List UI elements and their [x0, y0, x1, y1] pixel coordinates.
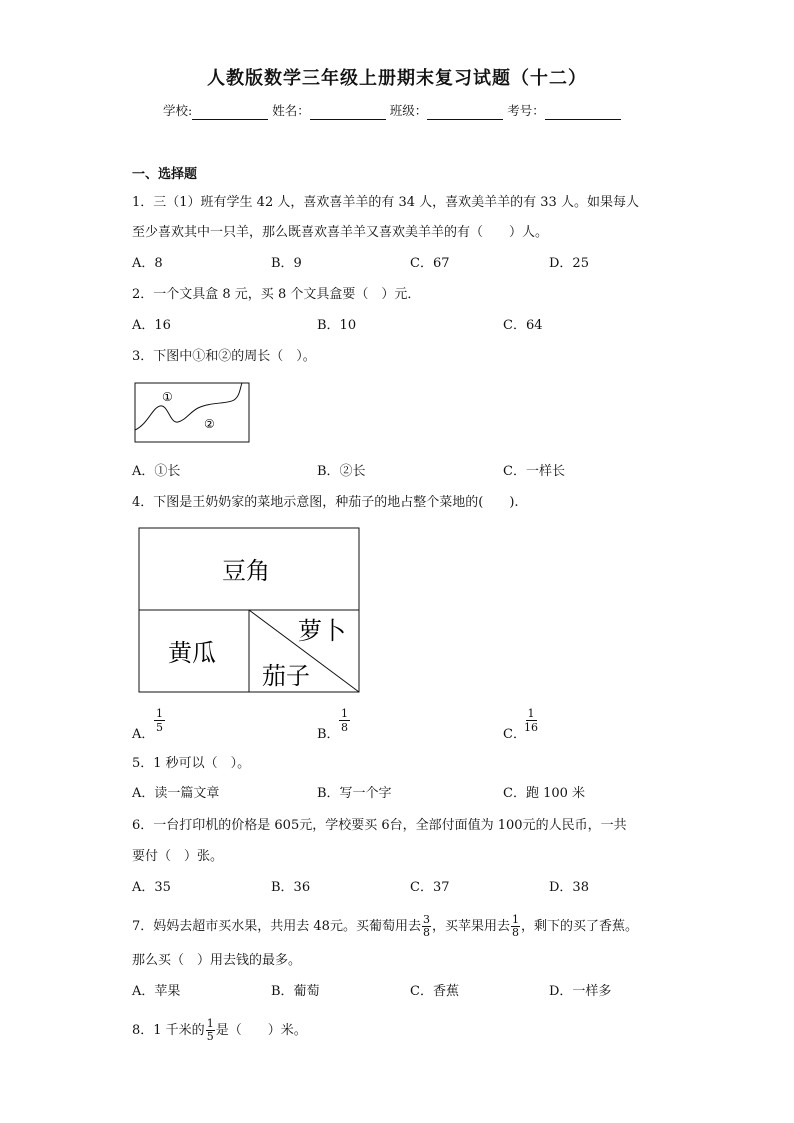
- q7-line1: [132, 914, 638, 939]
- perimeter-figure: [134, 382, 250, 444]
- q5-option-c[interactable]: C．跑 100 米: [503, 786, 586, 801]
- garden-label-cucumber: 黄瓜: [168, 639, 216, 667]
- section-heading: 一、选择题: [132, 167, 198, 182]
- name-label: 姓名：: [272, 103, 310, 118]
- fraction-denominator: 8: [422, 926, 430, 939]
- q4-stem: 4．下图是王奶奶家的菜地示意图，种茄子的地占整个菜地的( ).: [132, 495, 519, 510]
- fraction-denominator: 5: [206, 1030, 214, 1043]
- q7-option-c[interactable]: C．香蕉: [410, 984, 459, 999]
- garden-label-radish: 萝卜: [298, 617, 346, 645]
- q7-option-d[interactable]: D．一样多: [549, 984, 612, 999]
- q1-option-d[interactable]: D．25: [549, 256, 589, 271]
- q1-line1: 1．三（1）班有学生 42 人，喜欢喜羊羊的有 34 人，喜欢美羊羊的有 33 人。如果每人: [132, 195, 639, 210]
- fraction-numerator: 3: [422, 913, 430, 926]
- q3-stem: 3．下图中①和②的周长（ ）。: [132, 349, 316, 364]
- garden-figure: [138, 527, 361, 694]
- figure-label-2: ②: [204, 417, 215, 431]
- q4-option-b-prefix[interactable]: B．: [317, 727, 340, 742]
- q5-option-b[interactable]: B．写一个字: [317, 786, 392, 801]
- q1-option-a[interactable]: A．8: [132, 256, 163, 271]
- q4-option-c-fraction: [524, 707, 538, 734]
- q4-option-c-prefix[interactable]: C．: [503, 727, 526, 742]
- fraction-numerator: 1: [527, 707, 535, 720]
- fraction-numerator: 1: [206, 1017, 214, 1030]
- q2-option-b[interactable]: B．10: [317, 318, 357, 333]
- q7-line2: 那么买（ ）用去钱的最多。: [132, 953, 302, 968]
- q2-option-c[interactable]: C．64: [503, 318, 543, 333]
- q1-option-b[interactable]: B．9: [271, 256, 302, 271]
- q6-option-b[interactable]: B．36: [271, 880, 311, 895]
- page-title: 人教版数学三年级上册期末复习试题（十二）: [207, 68, 587, 89]
- fraction-numerator: 1: [341, 707, 348, 720]
- q8-fraction: [206, 1018, 215, 1043]
- class-blank[interactable]: [427, 105, 503, 120]
- fraction-numerator: 1: [511, 913, 519, 926]
- q7-text-part3: ，剩下的买了香蕉。: [520, 918, 638, 934]
- q7-text-part2: ，买苹果用去: [431, 918, 510, 934]
- q6-line1: 6．一台打印机的价格是 605元，学校要买 6台，全部付面值为 100元的人民币，一共: [132, 818, 627, 833]
- name-blank[interactable]: [310, 105, 386, 120]
- q7-option-a[interactable]: A．苹果: [132, 984, 181, 999]
- q4-option-b-fraction: [339, 707, 350, 734]
- q3-option-a[interactable]: A．①长: [132, 464, 181, 479]
- q4-option-a-prefix[interactable]: A．: [132, 727, 155, 742]
- student-info-row: [163, 102, 621, 120]
- q2-option-a[interactable]: A．16: [132, 318, 171, 333]
- garden-label-eggplant: 茄子: [262, 662, 310, 690]
- q6-option-c[interactable]: C．37: [410, 880, 450, 895]
- garden-label-beans: 豆角: [222, 557, 270, 585]
- q6-option-d[interactable]: D．38: [549, 880, 589, 895]
- fraction-denominator: 8: [341, 721, 348, 734]
- q1-option-c[interactable]: C．67: [410, 256, 450, 271]
- q4-option-a-fraction: [154, 707, 165, 734]
- exam-number-label: 考号：: [507, 103, 545, 118]
- fraction-numerator: 1: [156, 707, 163, 720]
- q7-option-b[interactable]: B．葡萄: [271, 984, 320, 999]
- q5-option-a[interactable]: A．读一篇文章: [132, 786, 220, 801]
- fraction-denominator: 8: [511, 926, 519, 939]
- exam-number-blank[interactable]: [545, 105, 621, 120]
- q5-stem: 5．1 秒可以（ ）。: [132, 756, 251, 771]
- q8-text-part2: 是（ ）米。: [215, 1022, 307, 1038]
- q1-line2: 至少喜欢其中一只羊，那么既喜欢喜羊羊又喜欢美羊羊的有（ ）人。: [132, 225, 549, 240]
- q8-text-part1: 8．1 千米的: [132, 1022, 205, 1038]
- school-label: 学校:: [163, 103, 193, 118]
- fraction-denominator: 5: [156, 721, 163, 734]
- q7-text-part1: 7．妈妈去超市买水果，共用去 48元。买葡萄用去: [132, 918, 421, 934]
- q7-apples-fraction: [511, 914, 520, 939]
- q6-line2: 要付（ ）张。: [132, 849, 224, 864]
- class-label: 班级：: [389, 103, 428, 118]
- figure-label-1: ①: [162, 390, 173, 404]
- q7-grapes-fraction: [422, 914, 431, 939]
- q3-option-b[interactable]: B．②长: [317, 464, 366, 479]
- fraction-denominator: 16: [524, 721, 538, 734]
- q6-option-a[interactable]: A．35: [132, 880, 171, 895]
- school-blank[interactable]: [192, 105, 268, 120]
- q3-option-c[interactable]: C．一样长: [503, 464, 565, 479]
- q2-stem: 2．一个文具盒 8 元，买 8 个文具盒要（ ）元．: [132, 287, 421, 302]
- q8-line: [132, 1018, 307, 1043]
